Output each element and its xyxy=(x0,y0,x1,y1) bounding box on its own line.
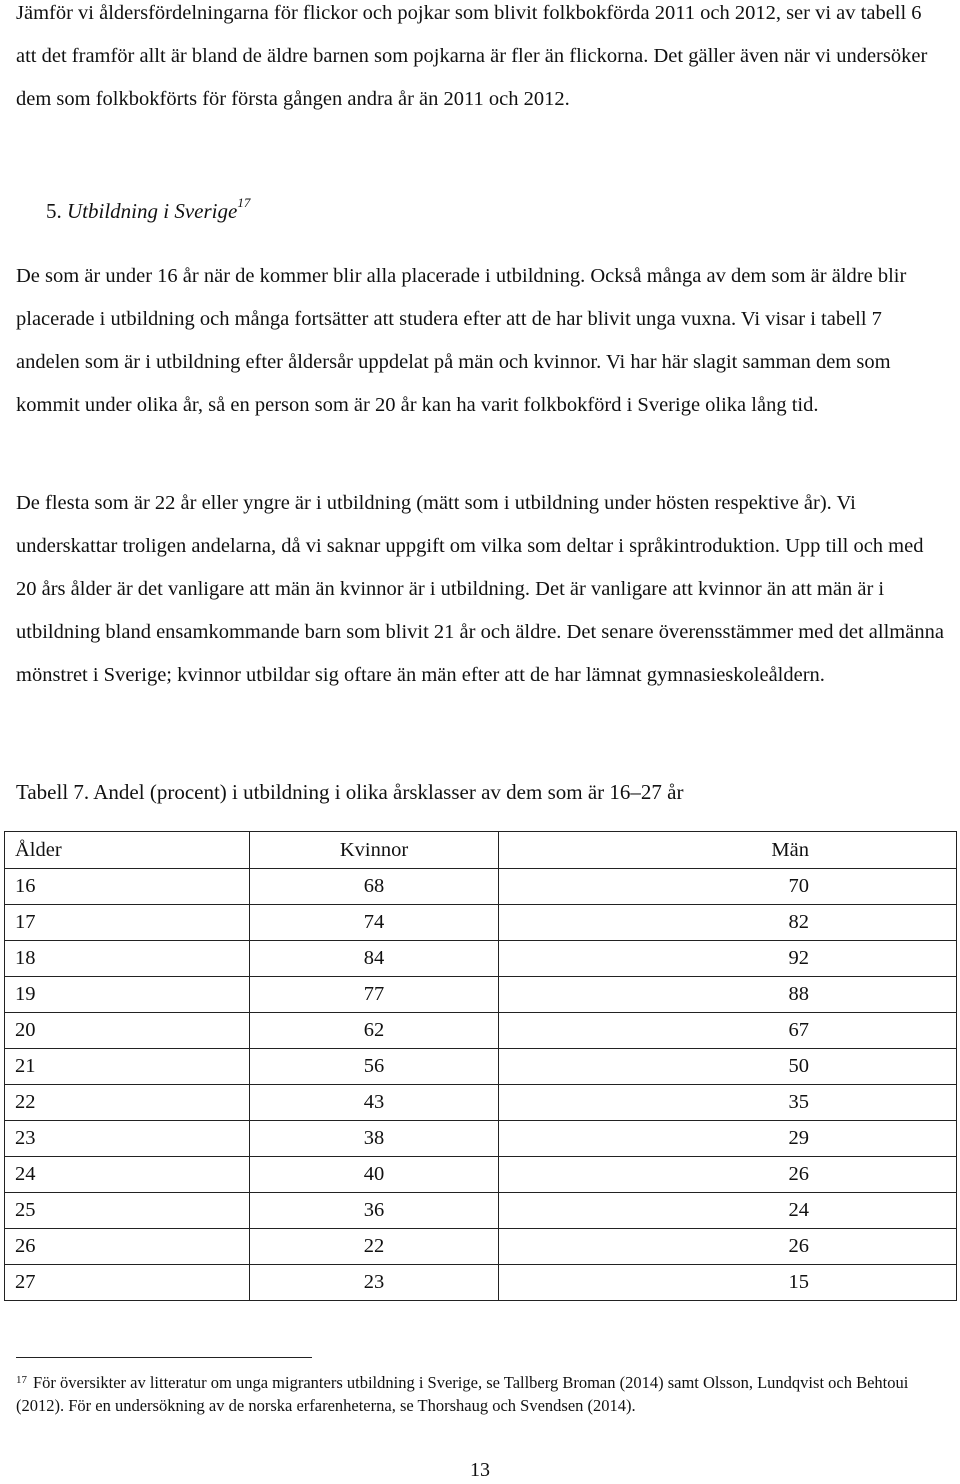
cell-kvinnor: 22 xyxy=(249,1229,498,1265)
table-row xyxy=(5,1265,957,1301)
table-row xyxy=(5,869,957,905)
cell-kvinnor: 84 xyxy=(249,941,498,977)
cell-alder: 18 xyxy=(5,941,250,977)
cell-alder: 22 xyxy=(5,1085,250,1121)
footnote-text: För översikter av litteratur om unga migranters utbildning i Sverige, se Tallberg Broman (2014) samt Olsson, Lundqvist och Behtoui (2012). För en undersökning av de norska erfarenheterna, se Thorshaug och Svendsen (2014). xyxy=(16,1373,909,1415)
body-paragraph-1: Jämför vi åldersfördelningarna för flickor och pojkar som blivit folkbokförda 2011 och 2012, ser vi av tabell 6 att det framför allt är bland de äldre barnen som pojkarna är fler än flickorna. Det gäller även när vi undersöker dem som folkbokförts för första gången andra år än 2011 och 2012. xyxy=(16,2,928,110)
section-title: Utbildning i Sverige xyxy=(67,199,238,223)
cell-kvinnor: 62 xyxy=(249,1013,498,1049)
cell-kvinnor: 38 xyxy=(249,1121,498,1157)
table-row xyxy=(5,1013,957,1049)
table-row xyxy=(5,1229,957,1265)
table-row xyxy=(5,1157,957,1193)
cell-alder: 19 xyxy=(5,977,250,1013)
cell-kvinnor: 77 xyxy=(249,977,498,1013)
data-table xyxy=(4,831,957,1301)
cell-man: 67 xyxy=(499,1013,957,1049)
cell-kvinnor: 43 xyxy=(249,1085,498,1121)
cell-alder: 16 xyxy=(5,869,250,905)
cell-alder: 25 xyxy=(5,1193,250,1229)
table-body xyxy=(5,869,957,1301)
cell-alder: 27 xyxy=(5,1265,250,1301)
cell-kvinnor: 74 xyxy=(249,905,498,941)
cell-man: 35 xyxy=(499,1085,957,1121)
cell-man: 70 xyxy=(499,869,957,905)
section-number: 5. xyxy=(46,199,62,223)
footnote-reference[interactable]: 17 xyxy=(237,195,251,210)
cell-alder: 20 xyxy=(5,1013,250,1049)
table-row xyxy=(5,977,957,1013)
cell-man: 82 xyxy=(499,905,957,941)
cell-kvinnor: 36 xyxy=(249,1193,498,1229)
footnote-marker: 17 xyxy=(16,1374,27,1386)
cell-man: 15 xyxy=(499,1265,957,1301)
table-caption: Tabell 7. Andel (procent) i utbildning i olika årsklasser av dem som är 16–27 år xyxy=(16,780,684,804)
cell-alder: 17 xyxy=(5,905,250,941)
cell-man: 92 xyxy=(499,941,957,977)
column-header-kvinnor: Kvinnor xyxy=(249,832,498,869)
footnote xyxy=(16,1371,946,1417)
table-row xyxy=(5,1085,957,1121)
body-paragraph-3: De flesta som är 22 år eller yngre är i utbildning (mätt som i utbildning under hösten respektive år). Vi underskattar troligen andelarna, då vi saknar uppgift om vilka som deltar i språkintroduktion. Upp till och med 20 års ålder är det vanligare att män än kvinnor är i utbildning. Det är vanligare att kvinnor än att män är i utbildning bland ensamkommande barn som blivit 21 år och äldre. Det senare överensstämmer med det allmänna mönstret i Sverige; kvinnor utbildar sig oftare än män efter att de har lämnat gymnasieskoleåldern. xyxy=(16,492,944,686)
cell-man: 26 xyxy=(499,1229,957,1265)
cell-man: 88 xyxy=(499,977,957,1013)
cell-man: 24 xyxy=(499,1193,957,1229)
table-row xyxy=(5,1121,957,1157)
column-header-man: Män xyxy=(499,832,957,869)
table-row xyxy=(5,905,957,941)
cell-kvinnor: 23 xyxy=(249,1265,498,1301)
cell-kvinnor: 40 xyxy=(249,1157,498,1193)
table-row xyxy=(5,941,957,977)
cell-alder: 24 xyxy=(5,1157,250,1193)
table-row xyxy=(5,1049,957,1085)
footnote-divider xyxy=(16,1357,312,1358)
table-header-row xyxy=(5,832,957,869)
section-heading xyxy=(46,195,251,224)
cell-alder: 26 xyxy=(5,1229,250,1265)
cell-man: 26 xyxy=(499,1157,957,1193)
column-header-alder: Ålder xyxy=(5,832,250,869)
table-row xyxy=(5,1193,957,1229)
cell-alder: 23 xyxy=(5,1121,250,1157)
cell-kvinnor: 56 xyxy=(249,1049,498,1085)
body-paragraph-2: De som är under 16 år när de kommer blir alla placerade i utbildning. Också många av dem som är äldre blir placerade i utbildning och många fortsätter att studera efter att de har blivit unga vuxna. Vi visar i tabell 7 andelen som är i utbildning efter åldersår uppdelat på män och kvinnor. Vi har här slagit samman dem som kommit under olika år, så en person som är 20 år kan ha varit folkbokförd i Sverige olika lång tid. xyxy=(16,265,907,416)
cell-man: 50 xyxy=(499,1049,957,1085)
cell-alder: 21 xyxy=(5,1049,250,1085)
page-number: 13 xyxy=(470,1459,490,1481)
cell-man: 29 xyxy=(499,1121,957,1157)
cell-kvinnor: 68 xyxy=(249,869,498,905)
